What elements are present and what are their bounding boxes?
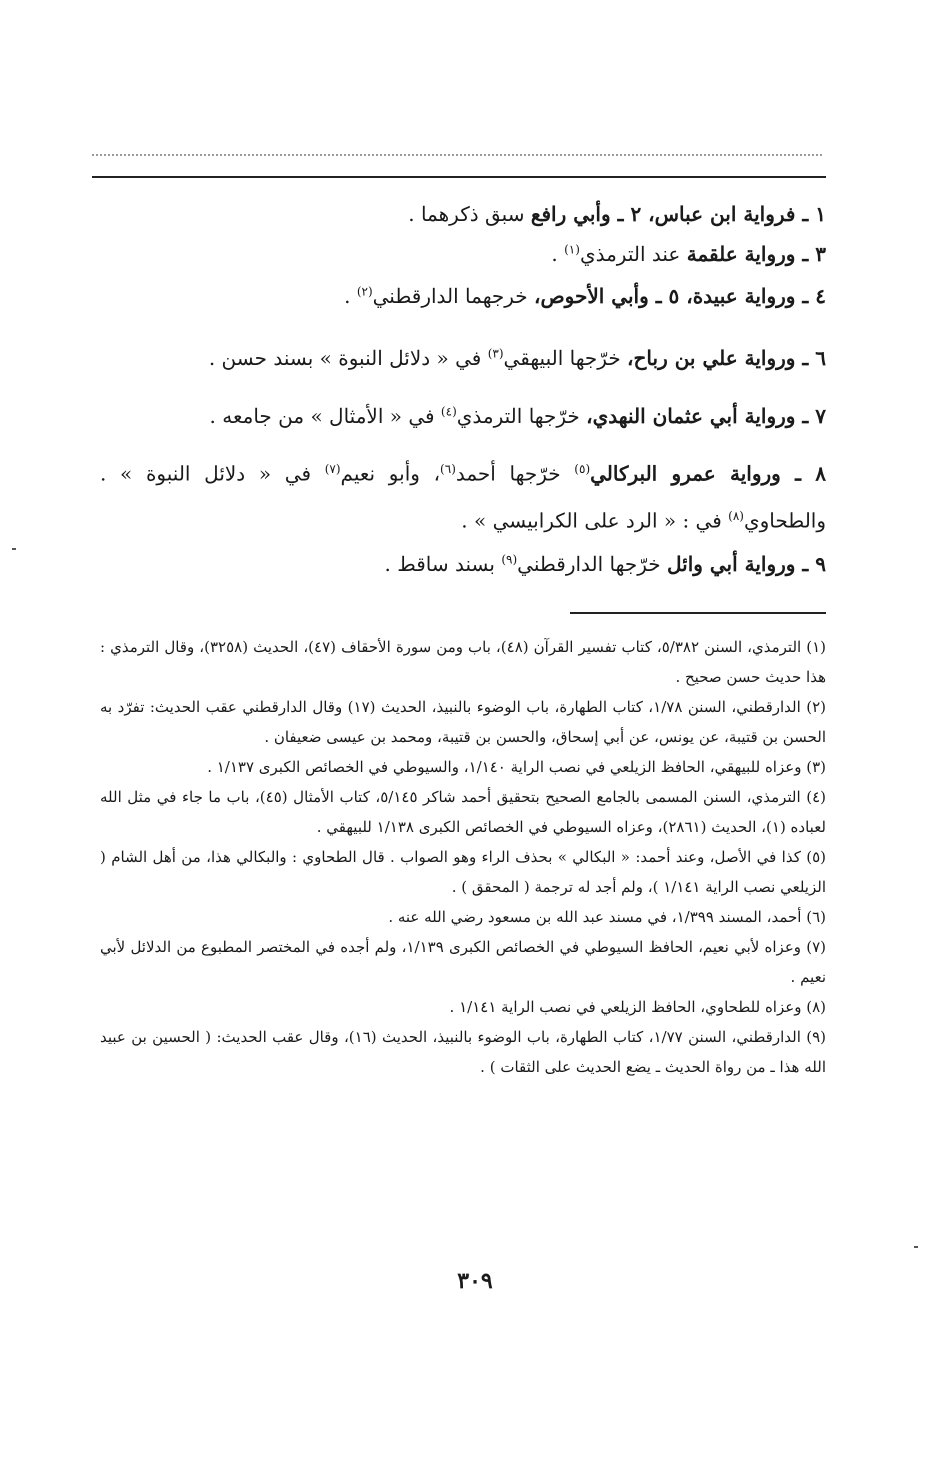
narration-text: سبق ذكرهما . [408, 202, 531, 226]
narrator-name: ٤ ـ ورواية عبيدة، ٥ ـ وأبي الأحوص، [534, 284, 826, 308]
margin-mark [12, 548, 16, 550]
narration-text: خرّجها الترمذي [456, 404, 587, 428]
footnote-separator [570, 612, 826, 614]
margin-mark [914, 1246, 918, 1248]
footnote-5: (٥) كذا في الأصل، وعند أحمد: « البكالي » بحذف الراء وهو الصواب . قال الطحاوي : والبكالي هذا، من أهل الشام ( الزيلعي نصب الراية ١/١٤١ )، ولم أجد له ترجمة ( المحقق ) . [100, 848, 826, 896]
narration-line [210, 404, 826, 429]
footnotes [100, 632, 826, 1082]
footnote-ref: (٩) [501, 552, 518, 567]
narrator-name: ٩ ـ ورواية أبي وائل [666, 552, 826, 576]
narration-text: عند الترمذي [579, 242, 687, 266]
footnote-2: (٢) الدارقطني، السنن ١/٧٨، كتاب الطهارة، باب الوضوء بالنبيذ، الحديث (١٧) وقال الدارقطني عقب الحديث: تفرّد به الحسن بن قتيبة، عن يونس، عن أبي إسحاق، والحسن بن قتيبة، ومحمد بن عيسى ضعيفان . [100, 698, 826, 746]
narration-text: في « دلائل النبوة » . والطحاوي [100, 461, 826, 533]
footnote-3: (٣) وعزاه للبيهقي، الحافظ الزيلعي في نصب الراية ١/١٤٠، والسيوطي في الخصائص الكبرى ١/١٣٧ . [207, 758, 826, 776]
narrator-name: ٨ ـ ورواية عمرو البركالي [590, 461, 826, 486]
footnote-9: (٩) الدارقطني، السنن ١/٧٧، كتاب الطهارة، باب الوضوء بالنبيذ، الحديث (١٦)، وقال عقب الحديث: ( الحسين بن عبيد الله هذا ـ من رواة الحديث ـ يضع الحديث على الثقات ) . [100, 1028, 827, 1076]
narration-text: . [551, 242, 565, 266]
footnote-ref: (٤) [440, 404, 457, 419]
footnote-ref: (٨) [728, 508, 744, 523]
narrator-name: ٧ ـ ورواية أبي عثمان النهدي، [586, 404, 826, 428]
narration-text: بسند ساقط . [384, 552, 502, 576]
footnote-4: (٤) الترمذي، السنن المسمى بالجامع الصحيح بتحقيق أحمد شاكر ٥/١٤٥، كتاب الأمثال (٤٥)، باب ما جاء في مثل الله لعباده (١)، الحديث (٢٨٦١)، وعزاه السيوطي في الخصائص الكبرى ١/١٣٨ للبيهقي . [100, 788, 826, 836]
footnote-ref: (٥) [574, 462, 591, 476]
narration-line [551, 242, 826, 267]
narration-text: خرّجها البيهقي [503, 346, 628, 370]
narrator-name: ٣ ـ ورواية علقمة [686, 242, 826, 266]
footnote-7: (٧) وعزاه لأبي نعيم، الحافظ السيوطي في الخصائص الكبرى ١/١٣٩، ولم أجده في المختصر المطبوع من الدلائل لأبي نعيم . [100, 938, 827, 986]
narration-text: خرجهما الدارقطني [372, 284, 535, 308]
footnote-1: (١) الترمذي، السنن ٥/٣٨٢، كتاب تفسير القرآن (٤٨)، باب ومن سورة الأحقاف (٤٧)، الحديث (٣٢٥٨)، وقال الترمذي : هذا حديث حسن صحيح . [100, 638, 827, 686]
narration-text: خرّجها أحمد [455, 461, 575, 486]
narrator-name: ٦ ـ ورواية علي بن رباح، [627, 346, 826, 370]
narration-text: في « الأمثال » من جامعه . [209, 404, 441, 428]
narration-text: خرّجها الدارقطني [517, 552, 667, 576]
narration-line [209, 346, 826, 371]
footnote-ref: (٢) [356, 284, 373, 299]
narration-line [344, 284, 826, 309]
header-rule [92, 176, 826, 178]
narration-text: ، وأبو نعيم [340, 461, 441, 486]
narration-text: . [344, 284, 357, 308]
narrator-name: ١ ـ فرواية ابن عباس، ٢ ـ وأبي رافع [530, 202, 826, 226]
narration-text: في « دلائل النبوة » بسند حسن . [208, 346, 488, 370]
narration-line [408, 202, 826, 227]
page-number: ٣٠٩ [457, 1268, 493, 1294]
narration-text: في : « الرد على الكرابيسي » . [461, 508, 729, 533]
footnote-8: (٨) وعزاه للطحاوي، الحافظ الزيلعي في نصب الراية ١/١٤١ . [449, 998, 826, 1016]
footnote-6: (٦) أحمد، المسند ١/٣٩٩، في مسند عبد الله بن مسعود رضي الله عنه . [388, 908, 826, 926]
narration-line [100, 448, 826, 541]
footnote-ref: (٧) [324, 462, 341, 476]
footnote-ref: (٦) [440, 462, 456, 476]
narration-line [385, 552, 826, 577]
header-dotted-line [92, 154, 822, 156]
footnote-ref: (٣) [487, 346, 504, 361]
footnote-ref: (١) [564, 242, 580, 257]
